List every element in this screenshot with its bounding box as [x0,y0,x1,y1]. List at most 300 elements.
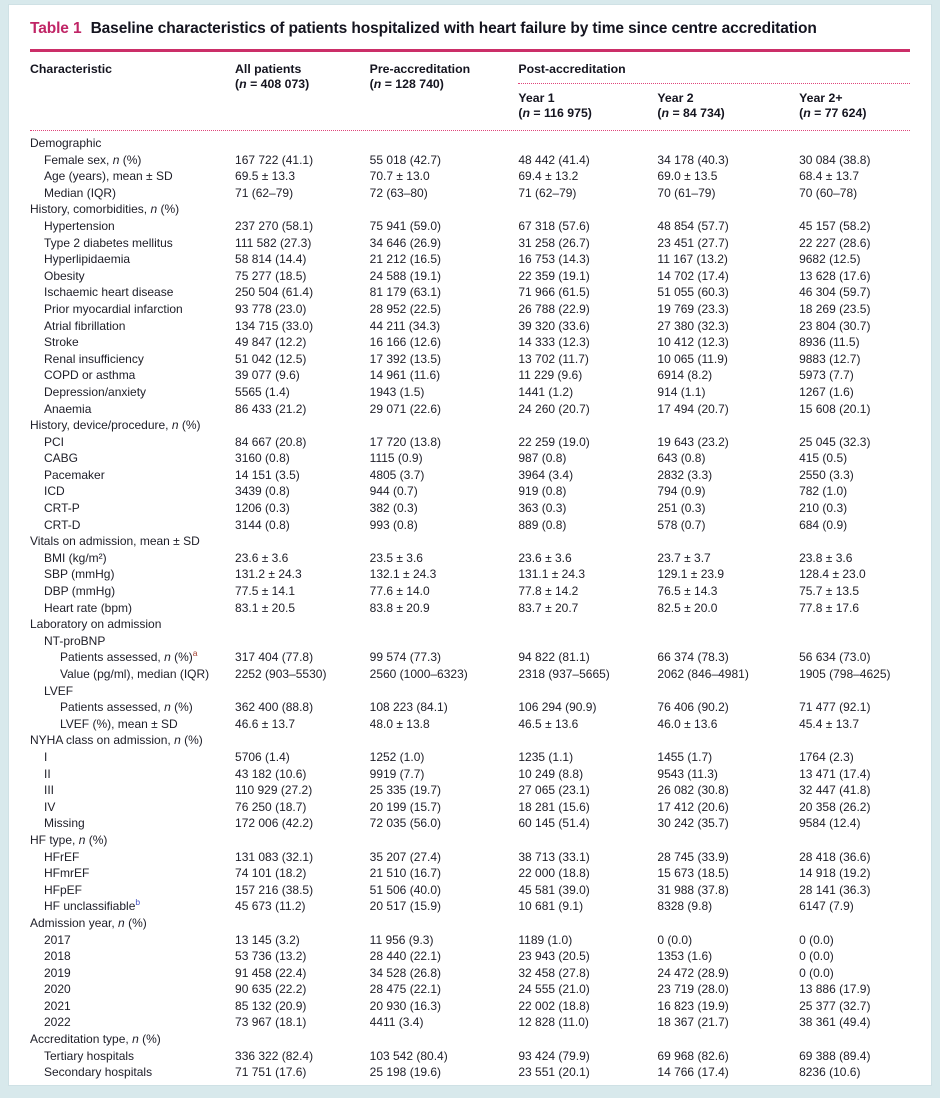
value-cell: 39 077 (9.6) [235,368,300,383]
value-cell: 76 250 (18.7) [235,799,307,814]
value-cell: 9682 (12.5) [799,252,861,267]
value-cell: 51 506 (40.0) [369,882,442,897]
value-cell: 1764 (2.3) [799,749,854,764]
value-cell: 106 294 (90.9) [518,700,597,715]
row-label: Vitals on admission, mean ± SD [30,534,200,549]
value-cell: 75 277 (18.5) [235,268,307,283]
value-cell: 48 854 (57.7) [657,218,729,233]
value-cell: 5973 (7.7) [799,368,854,383]
value-cell [657,832,799,849]
row-label: 2018 [44,949,71,964]
value-cell: 167 722 (41.1) [235,152,314,167]
table-row [30,135,910,152]
table-row [30,616,910,633]
row-label: Age (years), mean ± SD [44,169,173,184]
value-cell [370,732,519,749]
value-cell: 34 646 (26.9) [369,235,442,250]
row-label: SBP (mmHg) [44,567,115,582]
value-cell [235,683,370,700]
value-cell: 2062 (846–4981) [657,667,749,681]
table-row [30,351,910,368]
value-cell: 131.2 ± 24.3 [235,567,302,582]
value-cell: 8236 (10.6) [799,1065,861,1080]
value-cell [799,915,910,932]
table-row [30,201,910,218]
value-cell: 363 (0.3) [518,501,567,516]
value-cell [518,417,657,434]
row-label: Tertiary hospitals [44,1048,135,1063]
value-cell: 0 (0.0) [657,932,693,947]
value-cell [799,832,910,849]
row-label: HFpEF [44,882,83,897]
value-cell: 70 (60–78) [799,185,858,200]
row-label: Depression/anxiety [44,384,147,399]
value-cell: 67 318 (57.6) [518,218,590,233]
value-cell: 1206 (0.3) [235,501,290,516]
row-label: LVEF [44,683,74,698]
row-label: Hyperlipidaemia [44,252,131,267]
table-row [30,749,910,766]
table-row [30,1064,910,1081]
value-cell [799,633,910,650]
value-cell: 45 673 (11.2) [235,899,306,914]
value-cell: 13 145 (3.2) [235,932,300,947]
value-cell: 77.6 ± 14.0 [369,584,430,599]
table-row [30,1031,910,1048]
value-cell: 21 510 (16.7) [369,866,442,881]
row-label: HFrEF [44,849,80,864]
table-row [30,450,910,467]
value-cell: 28 745 (33.9) [657,849,729,864]
table-row [30,882,910,899]
value-cell: 13 702 (11.7) [518,351,589,366]
value-cell: 11 229 (9.6) [518,368,583,383]
value-cell: 75.7 ± 13.5 [799,584,860,599]
value-cell: 76.5 ± 14.3 [657,584,718,599]
table-row [30,699,910,716]
value-cell: 9543 (11.3) [657,766,718,781]
row-label: Pacemaker [44,467,105,482]
footnote-marker-b: b [135,898,141,908]
table-row [30,799,910,816]
row-label: Heart rate (bpm) [44,600,133,615]
value-cell: 34 178 (40.3) [657,152,729,167]
table-row [30,467,910,484]
value-cell: 38 361 (49.4) [799,1015,871,1030]
value-cell [518,683,657,700]
value-cell: 70 (61–79) [657,185,716,200]
value-cell: 4805 (3.7) [369,467,425,482]
row-label: Admission year, n (%) [30,915,147,930]
value-cell: 23 804 (30.7) [799,318,871,333]
value-cell: 782 (1.0) [799,484,848,499]
value-cell: 32 447 (41.8) [799,783,871,798]
value-cell: 919 (0.8) [518,484,567,499]
value-cell: 11 956 (9.3) [369,932,434,947]
table-row [30,832,910,849]
value-cell: 1235 (1.1) [518,749,574,764]
value-cell: 110 929 (27.2) [235,783,313,798]
value-cell: 56 634 (73.0) [799,650,871,665]
value-cell: 28 141 (36.3) [799,882,871,897]
value-cell: 45 581 (39.0) [518,882,590,897]
value-cell: 22 000 (18.8) [518,866,590,881]
row-label: II [44,766,51,781]
row-label: Laboratory on admission [30,617,162,632]
value-cell [657,616,799,633]
value-cell: 18 269 (23.5) [799,301,871,316]
value-cell: 131 083 (32.1) [235,849,314,864]
value-cell: 1441 (1.2) [518,384,574,399]
value-cell: 18 281 (15.6) [518,799,590,814]
table-row [30,766,910,783]
value-cell [799,533,910,550]
value-cell: 108 223 (84.1) [369,700,448,715]
value-cell: 22 359 (19.1) [518,268,590,283]
value-cell: 23.6 ± 3.6 [518,550,572,565]
value-cell: 58 814 (14.4) [235,252,307,267]
value-cell: 14 918 (19.2) [799,866,871,881]
value-cell [370,683,519,700]
table-row [30,152,910,169]
value-cell: 22 002 (18.8) [518,998,590,1013]
value-cell [235,732,370,749]
value-cell [518,1031,657,1048]
table-row [30,666,910,683]
value-cell: 23 719 (28.0) [657,982,729,997]
row-label: NYHA class on admission, n (%) [30,733,203,748]
value-cell: 75 941 (59.0) [369,218,442,233]
value-cell [235,616,370,633]
row-label: Stroke [44,335,79,350]
value-cell: 15 608 (20.1) [799,401,871,416]
table-row [30,434,910,451]
value-cell: 69.0 ± 13.5 [657,169,718,184]
table-row [30,500,910,517]
row-label: Hypertension [44,218,115,233]
row-label: ICD [44,484,65,499]
value-cell [657,683,799,700]
value-cell: 19 643 (23.2) [657,434,729,449]
row-label: Value (pg/ml), median (IQR) [60,667,210,681]
value-cell: 2318 (937–5665) [518,667,610,681]
value-cell [657,201,799,218]
value-cell: 17 412 (20.6) [657,799,729,814]
value-cell: 3144 (0.8) [235,517,290,532]
value-cell: 172 006 (42.2) [235,816,314,831]
table-row [30,965,910,982]
value-cell: 6147 (7.9) [799,899,854,914]
value-cell: 39 320 (33.6) [518,318,590,333]
value-cell [518,616,657,633]
value-cell: 16 823 (19.9) [657,998,729,1013]
value-cell: 45 157 (58.2) [799,218,871,233]
value-cell: 84 667 (20.8) [235,434,307,449]
table-row [30,948,910,965]
value-cell: 11 167 (13.2) [657,252,728,267]
value-cell: 14 151 (3.5) [235,467,300,482]
value-cell: 111 582 (27.3) [235,235,312,250]
value-cell: 18 367 (21.7) [657,1015,729,1030]
value-cell: 29 071 (22.6) [369,401,442,416]
value-cell: 129.1 ± 23.9 [657,567,725,582]
value-cell: 12 828 (11.0) [518,1015,589,1030]
value-cell: 48 442 (41.4) [518,152,590,167]
table-row [30,235,910,252]
value-cell [657,915,799,932]
table-row [30,301,910,318]
value-cell: 38 713 (33.1) [518,849,590,864]
table-row [30,849,910,866]
value-cell: 23 451 (27.7) [657,235,729,250]
value-cell: 0 (0.0) [799,965,834,980]
value-cell [657,135,799,152]
table-row [30,318,910,335]
table-row [30,732,910,749]
table-row [30,268,910,285]
value-cell: 73 967 (18.1) [235,1015,307,1030]
row-label: Demographic [30,136,102,150]
value-cell: 9883 (12.7) [799,351,861,366]
value-cell: 22 259 (19.0) [518,434,590,449]
value-cell [518,915,657,932]
table-row [30,566,910,583]
value-cell: 91 458 (22.4) [235,965,307,980]
value-cell: 93 778 (23.0) [235,301,307,316]
value-cell: 31 988 (37.8) [657,882,729,897]
value-cell: 68.4 ± 13.7 [799,169,860,184]
value-cell [799,683,910,700]
table-row [30,185,910,202]
table-row [30,483,910,500]
value-cell [657,633,799,650]
value-cell: 132.1 ± 24.3 [369,567,437,582]
value-cell: 30 084 (38.8) [799,152,871,167]
table-row [30,583,910,600]
value-cell: 14 702 (17.4) [657,268,729,283]
table-row [30,550,910,567]
value-cell: 889 (0.8) [518,517,567,532]
value-cell: 48.0 ± 13.8 [369,716,430,731]
table-number: Table 1 [30,20,82,37]
table-row [30,716,910,733]
value-cell: 14 766 (17.4) [657,1065,729,1080]
row-label: Patients assessed, n (%) [60,700,193,715]
value-cell: 20 517 (15.9) [369,899,442,914]
value-cell [518,633,657,650]
row-label: 2020 [44,982,71,997]
value-cell: 10 681 (9.1) [518,899,584,914]
value-cell: 77.8 ± 14.2 [518,584,579,599]
col-header-year-1: Year 1 (n = 116 975) [518,91,592,120]
value-cell: 46.6 ± 13.7 [235,716,295,731]
value-cell: 27 065 (23.1) [518,783,590,798]
value-cell: 16 753 (14.3) [518,252,590,267]
footnote-marker-a: a [192,649,198,659]
value-cell: 27 380 (32.3) [657,318,729,333]
value-cell: 25 045 (32.3) [799,434,871,449]
table-row [30,932,910,949]
row-label: History, comorbidities, n (%) [30,202,180,217]
table-row [30,533,910,550]
value-cell: 71 (62–79) [235,185,294,200]
value-cell: 2252 (903–5530) [235,667,327,681]
table-row [30,417,910,434]
value-cell: 10 065 (11.9) [657,351,728,366]
row-label: CRT-P [44,501,80,516]
value-cell: 415 (0.5) [799,451,848,466]
value-cell: 20 199 (15.7) [369,799,442,814]
value-cell: 131.1 ± 24.3 [518,567,586,582]
value-cell: 362 400 (88.8) [235,700,314,715]
row-label: Missing [44,816,85,831]
value-cell: 10 412 (12.3) [657,335,729,350]
value-cell: 23.5 ± 3.6 [369,550,423,565]
value-cell: 336 322 (82.4) [235,1048,314,1063]
value-cell: 74 101 (18.2) [235,866,307,881]
table-row [30,998,910,1015]
row-label: Renal insufficiency [44,351,144,366]
value-cell: 51 042 (12.5) [235,351,307,366]
table-row [30,517,910,534]
row-label: CRT-D [44,517,81,532]
value-cell: 83.8 ± 20.9 [369,600,430,615]
value-cell: 71 477 (92.1) [799,700,871,715]
value-cell: 55 018 (42.7) [369,152,442,167]
value-cell: 0 (0.0) [799,932,834,947]
value-cell: 90 635 (22.2) [235,982,307,997]
value-cell: 4411 (3.4) [369,1015,424,1030]
value-cell: 34 528 (26.8) [369,965,442,980]
row-label: Accreditation type, n (%) [30,1032,161,1047]
value-cell [518,135,657,152]
value-cell: 31 258 (26.7) [518,235,590,250]
value-cell: 17 392 (13.5) [369,351,442,366]
value-cell: 83.7 ± 20.7 [518,600,579,615]
value-cell: 25 198 (19.6) [369,1065,442,1080]
table-row [30,633,910,650]
value-cell: 46 304 (59.7) [799,285,871,300]
value-cell: 46.0 ± 13.6 [657,716,718,731]
value-cell: 13 471 (17.4) [799,766,871,781]
value-cell: 1905 (798–4625) [799,667,891,681]
value-cell: 32 458 (27.8) [518,965,590,980]
value-cell: 16 166 (12.6) [369,335,442,350]
value-cell [518,201,657,218]
value-cell: 44 211 (34.3) [369,318,441,333]
value-cell: 157 216 (38.5) [235,882,314,897]
value-cell [370,1031,519,1048]
value-cell: 81 179 (63.1) [369,285,442,300]
value-cell: 210 (0.3) [799,501,848,516]
table-row [30,865,910,882]
value-cell: 99 574 (77.3) [369,650,442,665]
value-cell: 49 847 (12.2) [235,335,307,350]
value-cell: 14 333 (12.3) [518,335,590,350]
value-cell: 43 182 (10.6) [235,766,307,781]
table-caption [30,5,910,38]
value-cell: 51 055 (60.3) [657,285,729,300]
value-cell: 23 943 (20.5) [518,949,590,964]
value-cell: 317 404 (77.8) [235,650,314,665]
value-cell: 2560 (1000–6323) [369,667,468,681]
row-label: 2017 [44,932,71,947]
value-cell: 28 475 (22.1) [369,982,442,997]
row-label: IV [44,799,56,814]
value-cell: 26 788 (22.9) [518,301,590,316]
value-cell: 250 504 (61.4) [235,285,314,300]
value-cell: 15 673 (18.5) [657,866,729,881]
value-cell [657,533,799,550]
value-cell: 2832 (3.3) [657,467,713,482]
row-label: Median (IQR) [44,185,117,200]
value-cell: 5565 (1.4) [235,384,290,399]
value-cell: 993 (0.8) [369,517,418,532]
value-cell: 3964 (3.4) [518,467,574,482]
value-cell: 24 472 (28.9) [657,965,729,980]
value-cell: 578 (0.7) [657,517,706,532]
value-cell: 83.1 ± 20.5 [235,600,295,615]
row-label: Type 2 diabetes mellitus [44,235,173,250]
value-cell [370,417,519,434]
value-cell: 1252 (1.0) [369,749,425,764]
value-cell: 86 433 (21.2) [235,401,307,416]
value-cell: 134 715 (33.0) [235,318,314,333]
row-label: I [44,749,48,764]
table-row [30,1048,910,1065]
row-label: HF unclassifiable$^b$ [44,898,141,914]
value-cell: 77.8 ± 17.6 [799,600,860,615]
value-cell: 77.5 ± 14.1 [235,584,295,599]
value-cell: 1115 (0.9) [369,451,423,466]
value-cell: 70.7 ± 13.0 [369,169,430,184]
value-cell: 69 388 (89.4) [799,1048,871,1063]
value-cell: 28 418 (36.6) [799,849,871,864]
value-cell [799,732,910,749]
value-cell [657,732,799,749]
value-cell: 25 377 (32.7) [799,998,871,1013]
value-cell: 69.5 ± 13.3 [235,169,295,184]
table-body [30,131,910,1081]
row-label: PCI [44,434,65,449]
value-cell: 8328 (9.8) [657,899,713,914]
value-cell: 10 249 (8.8) [518,766,584,781]
col-header-year-2plus: Year 2+ (n = 77 624) [799,91,867,120]
value-cell: 21 212 (16.5) [369,252,442,267]
table-row [30,600,910,617]
value-cell: 71 751 (17.6) [235,1065,307,1080]
value-cell: 13 628 (17.6) [799,268,871,283]
value-cell [370,533,519,550]
value-cell [657,1031,799,1048]
value-cell [799,417,910,434]
value-cell: 237 270 (58.1) [235,218,314,233]
value-cell: 643 (0.8) [657,451,706,466]
value-cell: 5706 (1.4) [235,749,290,764]
value-cell: 23.6 ± 3.6 [235,550,289,565]
table-row [30,683,910,700]
value-cell: 23.8 ± 3.6 [799,550,853,565]
row-label: Prior myocardial infarction [44,301,183,316]
table-row [30,334,910,351]
value-cell: 94 822 (81.1) [518,650,590,665]
table-row [30,981,910,998]
value-cell: 1189 (1.0) [518,932,573,947]
table-row [30,1014,910,1031]
table-row [30,815,910,832]
row-label: III [44,783,55,798]
bottom-divider [30,1085,910,1086]
